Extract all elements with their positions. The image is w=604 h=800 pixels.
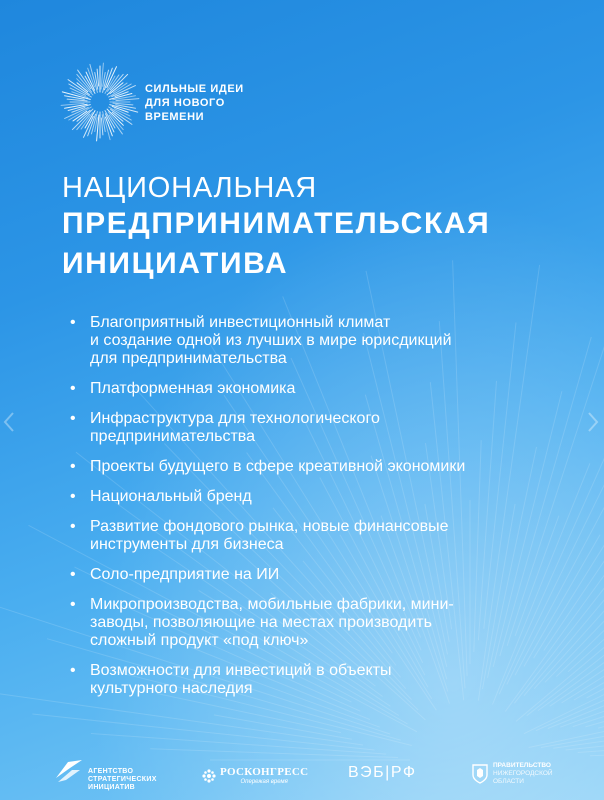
list-item	[68, 458, 568, 476]
government-logo	[472, 762, 553, 786]
asi-logo-text	[88, 768, 157, 792]
asi-logo-line: АГЕНТСТВО	[88, 768, 134, 775]
page-title-line: ИНИЦИАТИВА	[62, 247, 289, 280]
government-logo-subline: ОБЛАСТИ	[493, 778, 524, 785]
list-item-line: для предпринимательства	[90, 350, 287, 367]
list-item-line: • Национальный бренд	[90, 488, 252, 505]
roscongress-logo	[202, 766, 308, 785]
list-item-line: инструменты для бизнеса	[90, 536, 284, 553]
page-title-line: ПРЕДПРИНИМАТЕЛЬСКАЯ	[62, 207, 491, 240]
list-item-line: • Инфраструктура для технологического	[90, 410, 380, 427]
list-item-line: • Проекты будущего в сфере креативной экономики	[90, 458, 466, 475]
list-item-line: культурного наследия	[90, 680, 253, 697]
page-title	[62, 204, 490, 284]
list-item	[68, 662, 568, 698]
list-item-line: заводы, позволяющие на местах производить	[90, 614, 432, 631]
coat-of-arms-icon	[472, 764, 488, 784]
government-logo-line: ПРАВИТЕЛЬСТВО	[493, 762, 551, 769]
tagline-line: ВРЕМЕНИ	[145, 111, 205, 123]
list-item	[68, 488, 568, 506]
radial-burst-logo-icon	[58, 60, 142, 144]
list-item	[68, 518, 568, 554]
list-item-line: • Развитие фондового рынка, новые финансовые	[90, 518, 449, 535]
asi-swoosh-icon	[52, 756, 86, 786]
chevron-right-icon[interactable]	[586, 410, 600, 434]
list-item	[68, 596, 568, 650]
bullet-list	[68, 314, 568, 710]
title-small: НАЦИОНАЛЬНАЯ	[62, 172, 317, 204]
list-item	[68, 566, 568, 584]
roscongress-subtitle: Опережая время	[240, 779, 288, 785]
tagline-line: ДЛЯ НОВОГО	[145, 97, 225, 109]
list-item	[68, 380, 568, 398]
list-item-line: • Соло-предприятие на ИИ	[90, 566, 280, 583]
asi-logo	[52, 750, 157, 792]
tagline	[145, 82, 244, 124]
roscongress-name: РОСКОНГРЕСС	[220, 766, 309, 778]
list-item-line: • Микропроизводства, мобильные фабрики, мини-	[90, 596, 454, 613]
veb-logo: ВЭБ|РФ	[348, 764, 417, 781]
chevron-left-icon[interactable]	[2, 410, 16, 434]
partner-logos	[0, 742, 604, 800]
list-item-line: и создание одной из лучших в мире юрисдикций	[90, 332, 452, 349]
asi-logo-line: СТРАТЕГИЧЕСКИХ	[88, 776, 157, 783]
roscongress-star-icon	[202, 769, 216, 783]
government-logo-text	[493, 762, 553, 786]
list-item-line: • Благоприятный инвестиционный климат	[90, 314, 391, 331]
government-logo-subline: НИЖЕГОРОДСКОЙ	[493, 770, 553, 777]
list-item-line: • Возможности для инвестиций в объекты	[90, 662, 392, 679]
list-item-line: сложный продукт «под ключ»	[90, 632, 309, 649]
asi-logo-line: ИНИЦИАТИВ	[88, 784, 136, 791]
list-item-line: предпринимательства	[90, 428, 255, 445]
list-item	[68, 314, 568, 368]
list-item	[68, 410, 568, 446]
list-item-line: • Платформенная экономика	[90, 380, 296, 397]
tagline-line: СИЛЬНЫЕ ИДЕИ	[145, 83, 244, 95]
